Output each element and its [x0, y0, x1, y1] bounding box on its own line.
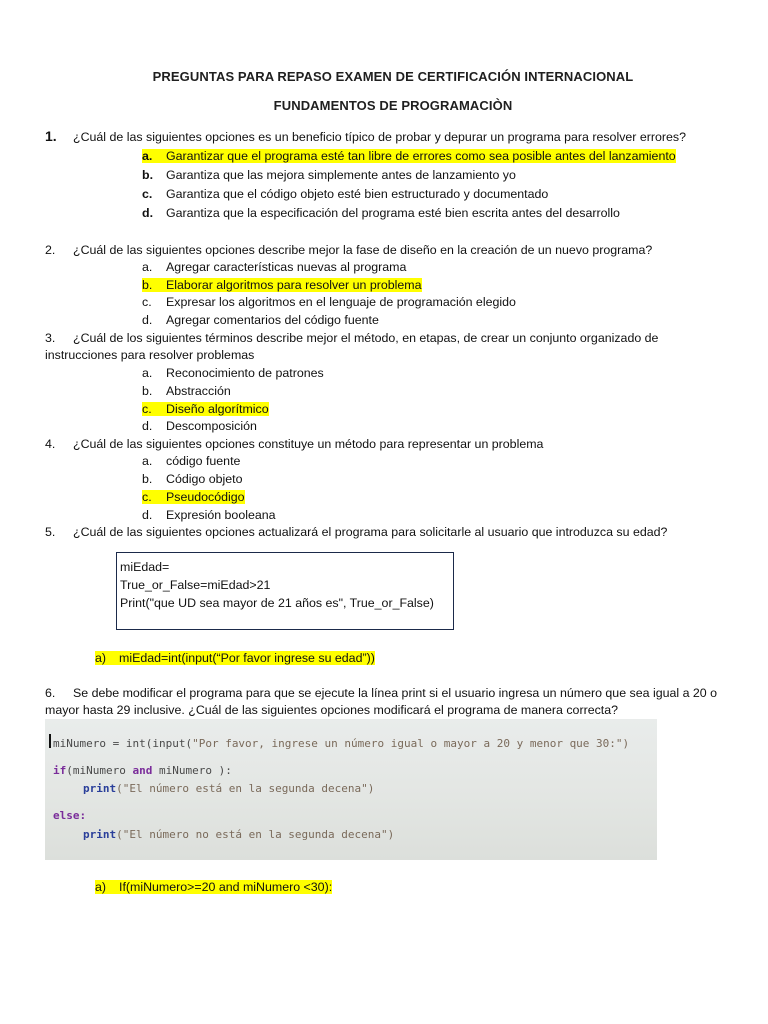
answer-text: If(miNumero>=20 and miNumero <30):	[119, 880, 333, 894]
question-number: 5.	[45, 525, 56, 539]
option-4c	[142, 489, 245, 505]
option-letter: d.	[142, 206, 154, 220]
code-line	[83, 782, 374, 795]
option-text: Diseño algorítmico	[166, 402, 269, 416]
question-number: 3.	[45, 331, 56, 345]
question-3-continuation: instrucciones para resolver problemas	[45, 348, 255, 362]
question-text: ¿Cuál de las siguientes opciones es un beneficio típico de probar y depurar un programa para resolver errores?	[73, 130, 686, 144]
option-4a	[142, 453, 240, 469]
option-letter: a.	[142, 149, 153, 163]
question-number: 4.	[45, 437, 56, 451]
code-line	[53, 737, 629, 750]
text-cursor	[49, 734, 51, 748]
question-text: ¿Cuál de las siguientes opciones constituye un método para representar un problema	[73, 437, 544, 451]
option-text: Garantizar que el programa esté tan libre de errores como sea posible antes del lanzamiento	[166, 149, 676, 163]
question-number: 2.	[45, 243, 56, 257]
option-letter: c.	[142, 187, 153, 201]
option-letter: b.	[142, 384, 153, 398]
code-keyword: print	[83, 828, 117, 841]
code-keyword: print	[83, 782, 117, 795]
option-1d	[142, 205, 620, 221]
question-6-continuation: mayor hasta 29 inclusive. ¿Cuál de las siguientes opciones modificará el programa de manera correcta?	[45, 703, 619, 717]
code-text: miNumero ):	[158, 764, 232, 777]
option-2a	[142, 259, 406, 275]
question-4	[45, 436, 543, 452]
option-text: código fuente	[166, 454, 241, 468]
option-letter: d.	[142, 313, 153, 327]
option-letter: b.	[142, 278, 153, 292]
code-line: True_or_False=miEdad>21	[120, 578, 271, 592]
option-2c	[142, 294, 516, 310]
option-letter: b.	[142, 168, 154, 182]
option-1b	[142, 167, 516, 183]
answer-5	[95, 650, 375, 666]
option-text: Agregar comentarios del código fuente	[166, 313, 379, 327]
code-line	[83, 828, 394, 841]
option-text: Expresar los algoritmos en el lenguaje de programación elegido	[166, 295, 516, 309]
question-text: ¿Cuál de las siguientes opciones actualizará el programa para solicitarle al usuario que introduzca su edad?	[73, 525, 668, 539]
option-4b	[142, 471, 242, 487]
code-screenshot	[45, 719, 657, 860]
option-text: Agregar características nuevas al programa	[166, 260, 407, 274]
answer-letter: a)	[95, 880, 107, 894]
option-text: Garantiza que las mejora simplemente antes de lanzamiento yo	[166, 168, 516, 182]
question-text: ¿Cuál de los siguientes términos describe mejor el método, en etapas, de crear un conjunto organizado de	[73, 331, 659, 345]
option-3b	[142, 383, 231, 399]
code-string: ("El número está en la segunda decena")	[116, 782, 375, 795]
option-letter: a.	[142, 454, 153, 468]
question-5	[45, 524, 667, 540]
option-letter: c.	[142, 490, 152, 504]
option-2b	[142, 277, 422, 293]
code-string: "Por favor, ingrese un número igual o mayor a 20 y menor que 30:")	[192, 737, 630, 750]
option-text: Abstracción	[166, 384, 231, 398]
option-3a	[142, 365, 324, 381]
option-text: Código objeto	[166, 472, 243, 486]
option-1a	[142, 148, 676, 164]
option-3c	[142, 401, 269, 417]
question-6	[45, 685, 717, 701]
option-letter: c.	[142, 295, 152, 309]
question-text: ¿Cuál de las siguientes opciones describe mejor la fase de diseño en la creación de un nuevo programa?	[73, 243, 653, 257]
option-letter: a.	[142, 366, 153, 380]
document-subtitle: FUNDAMENTOS DE PROGRAMACIÒN	[273, 98, 513, 113]
option-text: Pseudocódigo	[166, 490, 245, 504]
question-number: 6.	[45, 686, 56, 700]
document-title: PREGUNTAS PARA REPASO EXAMEN DE CERTIFICACIÓN INTERNACIONAL	[152, 69, 634, 84]
code-keyword: else:	[53, 809, 87, 822]
question-number: 1.	[45, 128, 57, 144]
question-text: Se debe modificar el programa para que se ejecute la línea print si el usuario ingresa un número que sea igual a 20 o	[73, 686, 718, 700]
answer-letter: a)	[95, 651, 107, 665]
code-keyword: if	[53, 764, 67, 777]
code-text: miNumero = int(input(	[53, 737, 193, 750]
option-1c	[142, 186, 548, 202]
code-text: (miNumero	[66, 764, 126, 777]
code-line	[53, 764, 232, 777]
option-letter: d.	[142, 508, 153, 522]
option-text: Descomposición	[166, 419, 257, 433]
option-text: Garantiza que la especificación del programa esté bien escrita antes del desarrollo	[166, 206, 620, 220]
code-line: miEdad=	[120, 560, 170, 574]
option-text: Reconocimiento de patrones	[166, 366, 324, 380]
question-2	[45, 242, 652, 258]
code-snippet-box	[116, 552, 454, 630]
option-4d	[142, 507, 276, 523]
option-text: Expresión booleana	[166, 508, 276, 522]
code-keyword: and	[132, 764, 153, 777]
option-3d	[142, 418, 257, 434]
answer-6	[95, 879, 332, 895]
option-letter: a.	[142, 260, 153, 274]
code-string: ("El número no está en la segunda decena")	[116, 828, 395, 841]
option-letter: d.	[142, 419, 153, 433]
option-letter: b.	[142, 472, 153, 486]
question-3	[45, 330, 658, 346]
code-line: Print("que UD sea mayor de 21 años es", True_or_False)	[120, 596, 434, 610]
option-letter: c.	[142, 402, 152, 416]
option-text: Garantiza que el código objeto esté bien estructurado y documentado	[166, 187, 549, 201]
code-line	[53, 809, 86, 822]
answer-text: miEdad=int(input(“Por favor ingrese su edad”))	[119, 651, 375, 665]
option-text: Elaborar algoritmos para resolver un problema	[166, 278, 422, 292]
question-1	[45, 128, 686, 145]
option-2d	[142, 312, 379, 328]
